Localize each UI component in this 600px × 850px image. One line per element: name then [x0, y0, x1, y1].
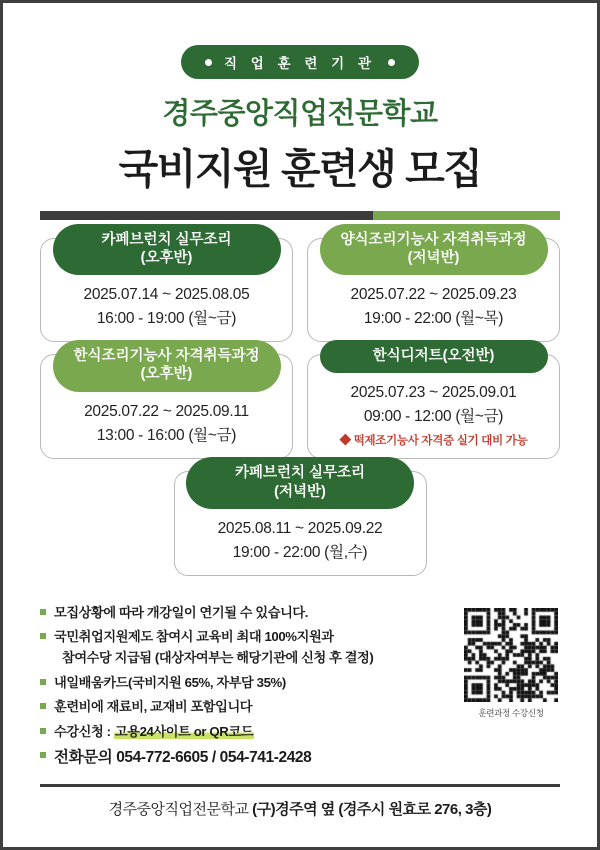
divider-green-segment	[373, 211, 560, 220]
note-item	[40, 626, 400, 669]
bullet-icon	[40, 752, 46, 758]
badge-dot-right	[388, 59, 395, 66]
institution-badge	[181, 45, 419, 79]
course-note: ◆ 떡제조기능사 자격증 실기 대비 가능	[339, 435, 528, 448]
note-subtext: 참여수당 지급됨 (대상자여부는 해당기관에 신청 후 결정)	[62, 650, 374, 666]
divider-dark-segment	[40, 211, 373, 220]
course-time: 19:00 - 22:00 (월,수)	[232, 543, 368, 561]
notes-area	[40, 602, 560, 770]
footer-divider	[40, 784, 560, 787]
course-card-list	[40, 232, 560, 576]
note-text: 전화문의 054-772-6605 / 054-741-2428	[54, 748, 312, 766]
course-period: 2025.08.11 ~ 2025.09.22	[217, 519, 383, 537]
course-period: 2025.07.14 ~ 2025.08.05	[83, 286, 250, 304]
course-title: 한식조리기능사 자격취득과정 (오후반)	[53, 340, 281, 391]
note-text: 훈련비에 재료비, 교재비 포함입니다	[54, 699, 253, 715]
note-item	[40, 672, 400, 693]
course-period: 2025.07.22 ~ 2025.09.23	[350, 286, 517, 304]
note-text: 국민취업지원제도 참여시 교육비 최대 100%지원과	[54, 629, 334, 645]
qr-block	[462, 608, 560, 719]
course-period: 2025.07.22 ~ 2025.09.11	[84, 402, 249, 420]
notes-list	[40, 602, 400, 770]
course-title: 카페브런치 실무조리 (오후반)	[53, 224, 281, 275]
bullet-icon	[40, 703, 46, 709]
header-divider	[40, 211, 560, 220]
bullet-icon	[40, 679, 46, 685]
course-title: 양식조리기능사 자격취득과정 (저녁반)	[320, 224, 548, 275]
note-text: 수강신청 :	[54, 723, 114, 739]
course-time: 19:00 - 22:00 (월~목)	[363, 310, 504, 328]
badge-label: 직 업 훈 련 기 관	[224, 56, 376, 71]
course-time: 09:00 - 12:00 (월~금)	[363, 408, 504, 426]
footer-address: (구)경주역 옆 (경주시 원효로 276, 3층)	[252, 800, 492, 818]
course-period: 2025.07.23 ~ 2025.09.01	[350, 384, 517, 402]
school-name: 경주중앙직업전문학교	[162, 98, 438, 130]
course-time: 16:00 - 19:00 (월~금)	[96, 310, 237, 328]
course-card	[307, 348, 560, 459]
bullet-icon	[40, 728, 46, 734]
bullet-icon	[40, 609, 46, 615]
qr-caption: 훈련과정 수강신청	[478, 707, 544, 718]
note-item	[40, 602, 400, 623]
page-title: 국비지원 훈련생 모집	[118, 146, 482, 192]
note-text: 모집상황에 따라 개강일이 연기될 수 있습니다.	[54, 604, 309, 620]
course-time: 13:00 - 16:00 (월~금)	[96, 426, 237, 444]
footer-school-name: 경주중앙직업전문학교	[108, 800, 249, 818]
note-highlight: 고용24사이트 or QR코드	[114, 723, 254, 739]
note-text: 내일배움카드(국비지원 65%, 자부담 35%)	[54, 674, 286, 690]
course-card	[40, 348, 293, 459]
course-card	[174, 465, 427, 575]
course-card	[307, 232, 560, 342]
note-item	[40, 696, 400, 717]
bullet-icon	[40, 633, 46, 639]
footer	[3, 798, 597, 819]
badge-dot-left	[205, 59, 212, 66]
course-title: 카페브런치 실무조리 (저녁반)	[186, 457, 414, 508]
note-item	[40, 721, 400, 742]
poster-header	[3, 3, 597, 220]
note-item	[40, 745, 400, 770]
course-card	[40, 232, 293, 342]
qr-code-icon[interactable]	[464, 608, 558, 702]
course-title: 한식디저트(오전반)	[320, 340, 548, 373]
